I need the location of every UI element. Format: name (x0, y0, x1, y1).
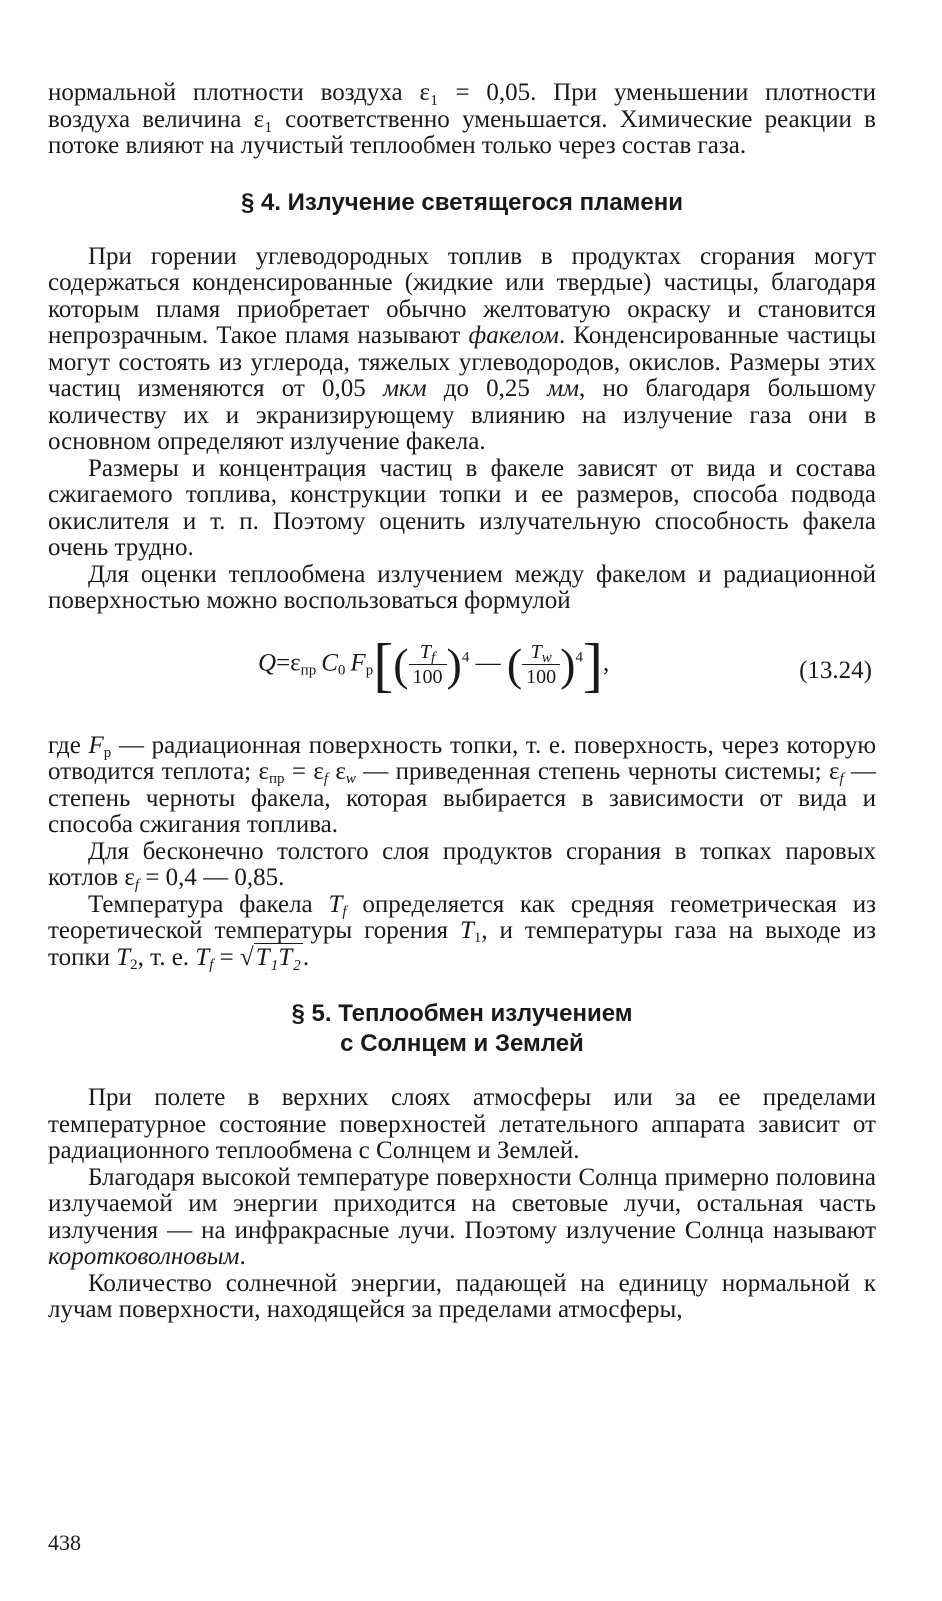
section-4-heading: § 4. Излучение светящегося пламени (240, 188, 684, 216)
paragraph-3: Размеры и концентрация частиц в факеле зависят от вида и состава сжигаемого топлива, конструкции топки и ее размеров, способа подвода окислителя и т. п. Поэтому оценить излучательную способность факела очень трудно. (48, 454, 876, 561)
paragraph-10: Количество солнечной энергии, падающей на единицу нормальной к лучам поверхности, находящейся за пределами атмосферы, (48, 1269, 876, 1323)
page-body (48, 80, 876, 1324)
formula-13-24 (48, 629, 876, 721)
section-5-heading: § 5. Теплообмен излучением с Солнцем и Землей (291, 1000, 633, 1057)
paragraph-7: Температура факела $T_f$ определяется как средняя геометрическая из теоретической температуры горения $T_1$, и температуры газа на выходе из топки $T_2$, т. е. $T_f = √T_1T_2$. (48, 890, 877, 973)
paragraph-9: Благодаря высокой температуре поверхности Солнца примерно половина излучаемой им энергии приходится на световые лучи, остальная часть излучения — на инфракрасные лучи. Поэтому излучение Солнца называют коротковолновым. (48, 1163, 876, 1270)
paragraph-5: где $F_р$ — радиационная поверхность топки, т. е. поверхность, через которую отводится теплота; $\varepsilon_{пр} = \varepsilon_f$ $\varepsilon_w$ — приведенная степень черноты системы; $\varepsilon_f$ — степень черноты факела, которая выбирается в зависимости от вида и способа сжигания топлива. (48, 731, 877, 838)
paragraph-1: нормальной плотности воздуха ε₁ = 0,05. При уменьшении плотности воздуха величина ε₁ соответственно уменьшается. Химические реакции в потоке влияют на лучистый теплообмен только через состав газа. (48, 79, 876, 159)
paragraph-6: Для бесконечно толстого слоя продуктов сгорания в топках паровых котлов $\varepsilon_f = 0,4$ — 0,85. (48, 837, 876, 893)
formula-number: (13.24) (799, 656, 872, 684)
formula-expression: $Q=\varepsilon_{пр}$ $C_0$ $F_р$[( $\frac{T_f}{100}$ )$^4$ — ( $\frac{T_w}{100}$ )$^4$], (258, 631, 610, 698)
page-number: 438 (48, 1530, 81, 1555)
term-shortwave: коротковолновым (48, 1243, 240, 1270)
paragraph-8: При полете в верхних слоях атмосферы или за ее пределами температурное состояние поверхностей летательного аппарата зависит от радиационного теплообмена с Солнцем и Землей. (48, 1084, 876, 1164)
paragraph-2: При горении углеводородных топлив в продуктах сгорания могут содержаться конденсированные (жидкие или твердые) частицы, благодаря которым пламя приобретает обычно желтоватую окраску и становится непрозрачным. Такое пламя называют факелом. Конденсированные частицы могут состоять из углерода, тяжелых углеводородов, окислов. Размеры этих частиц изменяются от 0,05 мкм до 0,25 мм, но благодаря большому количеству их и экранизирующему влиянию на излучение газа они в основном определяют излучение факела. (48, 242, 876, 455)
paragraph-4: Для оценки теплообмена излучением между факелом и радиационной поверхностью можно воспользоваться формулой (48, 560, 876, 614)
term-fakel: факелом (468, 322, 560, 349)
